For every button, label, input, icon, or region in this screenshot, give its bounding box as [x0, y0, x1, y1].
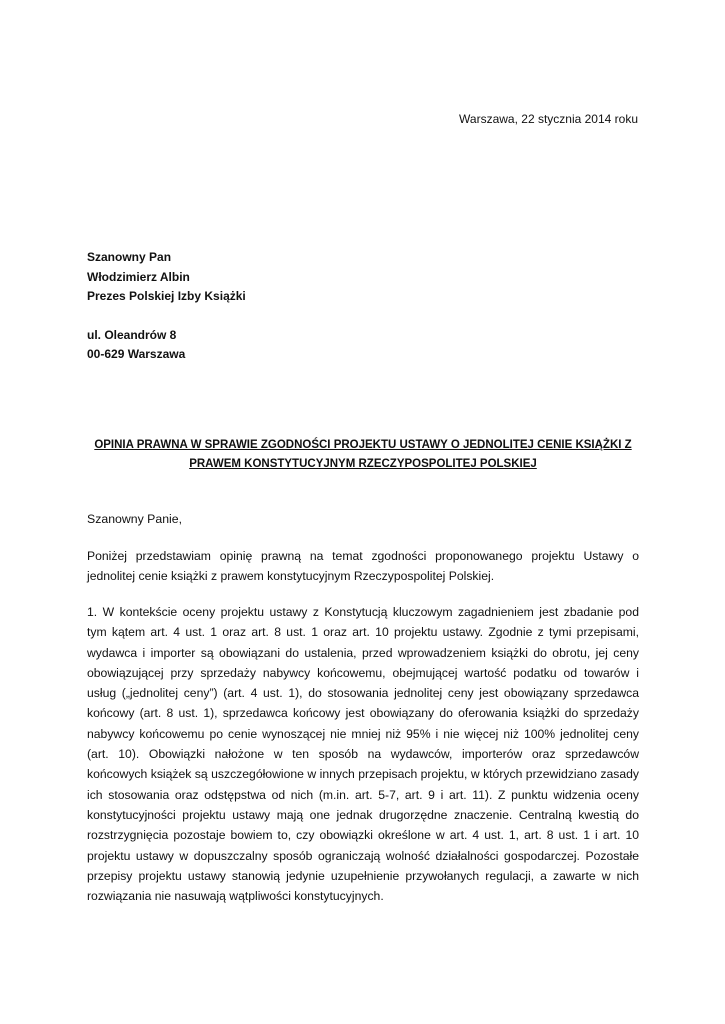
paragraph-line: usług („jednolitej ceny”) (art. 4 ust. 1), do stosowania jednolitej ceny jest obowiązany sprzedawca	[87, 686, 639, 701]
paragraph-line: wydawca i importer są obowiązani do ustalenia, przed wprowadzeniem książki do obrotu, jej ceny	[87, 645, 639, 660]
addressee-block	[87, 248, 246, 365]
letter-date: Warszawa, 22 stycznia 2014 roku	[459, 112, 638, 126]
paragraph-line: tym kątem art. 4 ust. 1 oraz art. 8 ust. 1 oraz art. 10 projektu ustawy. Zgodnie z tymi przepisami,	[87, 625, 639, 640]
paragraph-line: nabywcy końcowemu po cenie wynoszącej nie mniej niż 95% i nie więcej niż 100% jednolitej ceny	[87, 726, 639, 741]
paragraph-line: projektu ustawy w dopuszczalny sposób ograniczają wolność działalności gospodarczej. Pozostałe	[87, 848, 639, 863]
paragraph-line: obowiązującej przy sprzedaży nabywcy końcowemu, obejmującej wartość podatku od towarów i	[87, 665, 639, 680]
paragraph-line: końcowych książek są uszczegółowione w innych przepisach projektu, w których przewidziano zasady	[87, 767, 639, 782]
paragraph-line: 1. W kontekście oceny projektu ustawy z Konstytucją kluczowym zagadnieniem jest zbadanie pod	[87, 605, 639, 619]
paragraph-line: Poniżej przedstawiam opinię prawną na temat zgodności proponowanego projektu Ustawy o	[87, 549, 639, 563]
addressee-position: Prezes Polskiej Izby Książki	[87, 289, 246, 303]
title-line-1: OPINIA PRAWNA W SPRAWIE ZGODNOŚCI PROJEKTU USTAWY O JEDNOLITEJ CENIE KSIĄŻKI Z	[94, 439, 632, 451]
salutation: Szanowny Panie,	[87, 512, 183, 526]
paragraph-line: rozwiązania nie nasuwają wątpliwości konstytucyjnych.	[87, 889, 384, 904]
address-street: ul. Oleandrów 8	[87, 327, 177, 342]
addressee-name: Włodzimierz Albin	[87, 269, 190, 284]
paragraph-intro	[87, 546, 639, 587]
paragraph-line: rozstrzygnięcia pozostaje bowiem to, czy obowiązki określone w art. 4 ust. 1, art. 8 ust. 1 i art. 10	[87, 828, 639, 843]
paragraph-line: końcowy (art. 8 ust. 1), sprzedawca końcowy jest obowiązany do oferowania książki do sprzedaży	[87, 706, 639, 721]
address-city: 00-629 Warszawa	[87, 347, 186, 361]
paragraph-line: jednolitej cenie książki z prawem konstytucyjnym Rzeczypospolitej Polskiej.	[87, 569, 495, 584]
document-title	[87, 436, 639, 474]
addressee-salutation-line: Szanowny Pan	[87, 250, 172, 264]
title-line-2: PRAWEM KONSTYTUCYJNYM RZECZYPOSPOLITEJ POLSKIEJ	[189, 458, 537, 470]
paragraph-line: konstytucyjności projektu ustawy mają one jednak drugorzędne znaczenie. Centralną kwestią do	[87, 807, 639, 822]
address-spacer	[87, 307, 246, 326]
paragraph-line: (art. 10). Obowiązki nałożone w ten sposób na wydawców, importerów oraz sprzedawców	[87, 747, 639, 762]
paragraph-line: ich stosowania oraz odstępstwa od nich (m.in. art. 5-7, art. 9 i art. 11). Z punktu widzenia oceny	[87, 787, 639, 802]
paragraph-section-1	[87, 602, 639, 906]
paragraph-line: przepisy projektu ustawy stanowią jedynie uzupełnienie przywołanych regulacji, a zawarte w nich	[87, 868, 639, 883]
